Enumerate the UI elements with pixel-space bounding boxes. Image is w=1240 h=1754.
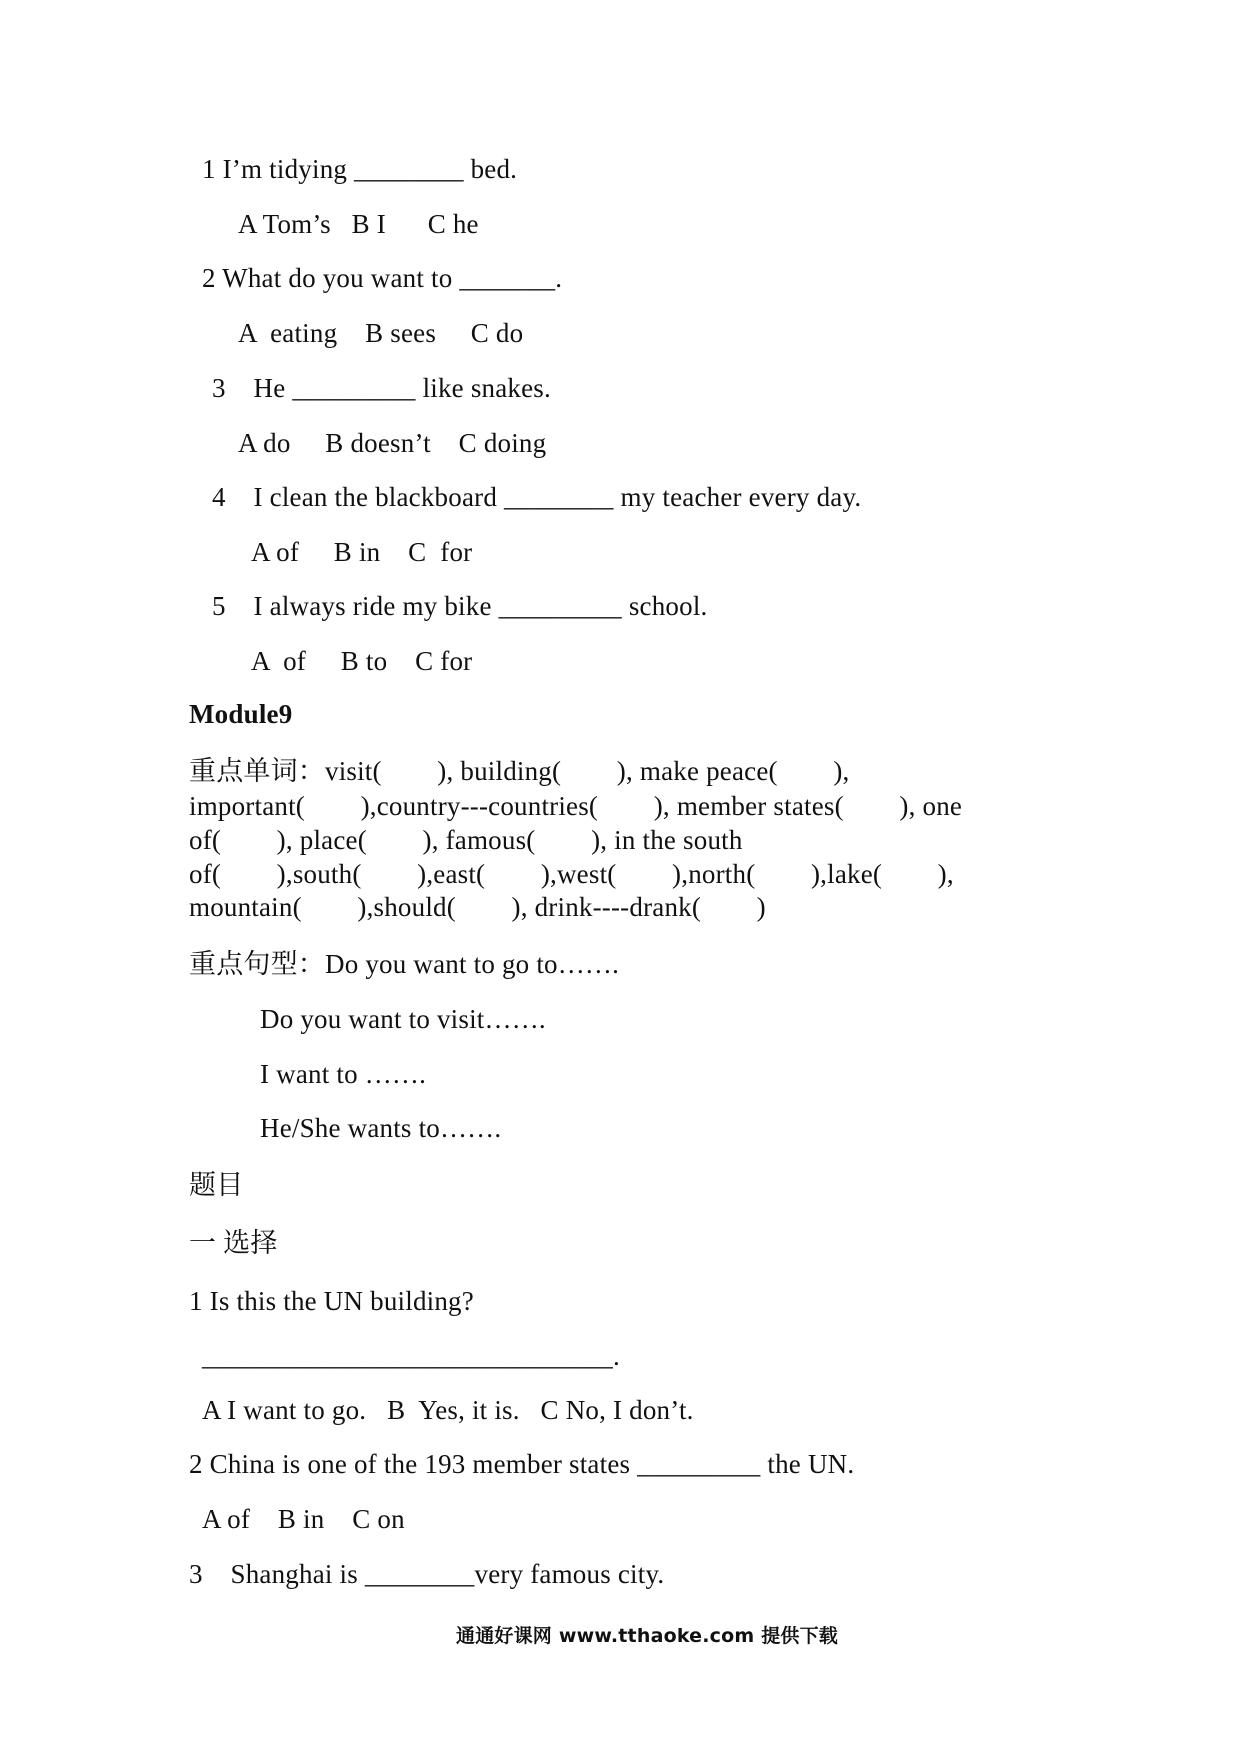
question-5-options: A of B to C for (251, 646, 473, 676)
footer-download-notice: 通通好课网 www.tthaoke.com 提供下载 (456, 1625, 838, 1647)
question-3-options: A do B doesn’t C doing (238, 428, 547, 458)
question-2: 2 What do you want to _______. (202, 263, 563, 293)
exercise-question-3: 3 Shanghai is ________very famous city. (189, 1559, 665, 1589)
key-words-line-4: of( ),south( ),east( ),west( ),north( ),lake( ), (189, 859, 954, 889)
module-title: Module9 (189, 699, 293, 729)
exercise-title: 题目 (189, 1170, 244, 1200)
key-sentence-3: I want to ……. (260, 1059, 427, 1089)
key-sentences-title: 重点句型：Do you want to go to……. (189, 949, 620, 979)
question-1-options: A Tom’s B I C he (238, 209, 479, 239)
question-3: 3 He _________ like snakes. (212, 373, 551, 403)
exercise-question-1-options: A I want to go. B Yes, it is. C No, I don’t. (202, 1395, 694, 1425)
key-words-line-3: of( ), place( ), famous( ), in the south (189, 825, 743, 855)
question-4-options: A of B in C for (251, 537, 473, 567)
question-1: 1 I’m tidying ________ bed. (202, 154, 518, 184)
section-title: 一 选择 (189, 1228, 278, 1258)
key-words-line-2: important( ),country---countries( ), member states( ), one (189, 791, 963, 821)
exercise-question-1: 1 Is this the UN building? (189, 1286, 474, 1316)
key-sentence-4: He/She wants to……. (260, 1113, 502, 1143)
key-words-line-1: 重点单词：visit( ), building( ), make peace( ), (189, 756, 850, 786)
exercise-question-1-answer-line: ______________________________. (202, 1341, 620, 1371)
exercise-question-2: 2 China is one of the 193 member states _________ the UN. (189, 1449, 855, 1479)
question-5: 5 I always ride my bike _________ school. (212, 591, 708, 621)
question-4: 4 I clean the blackboard ________ my teacher every day. (212, 482, 862, 512)
key-words-line-5: mountain( ),should( ), drink----drank( ) (189, 892, 766, 922)
question-2-options: A eating B sees C do (238, 318, 524, 348)
key-sentence-2: Do you want to visit……. (260, 1004, 546, 1034)
exercise-question-2-options: A of B in C on (202, 1504, 405, 1534)
